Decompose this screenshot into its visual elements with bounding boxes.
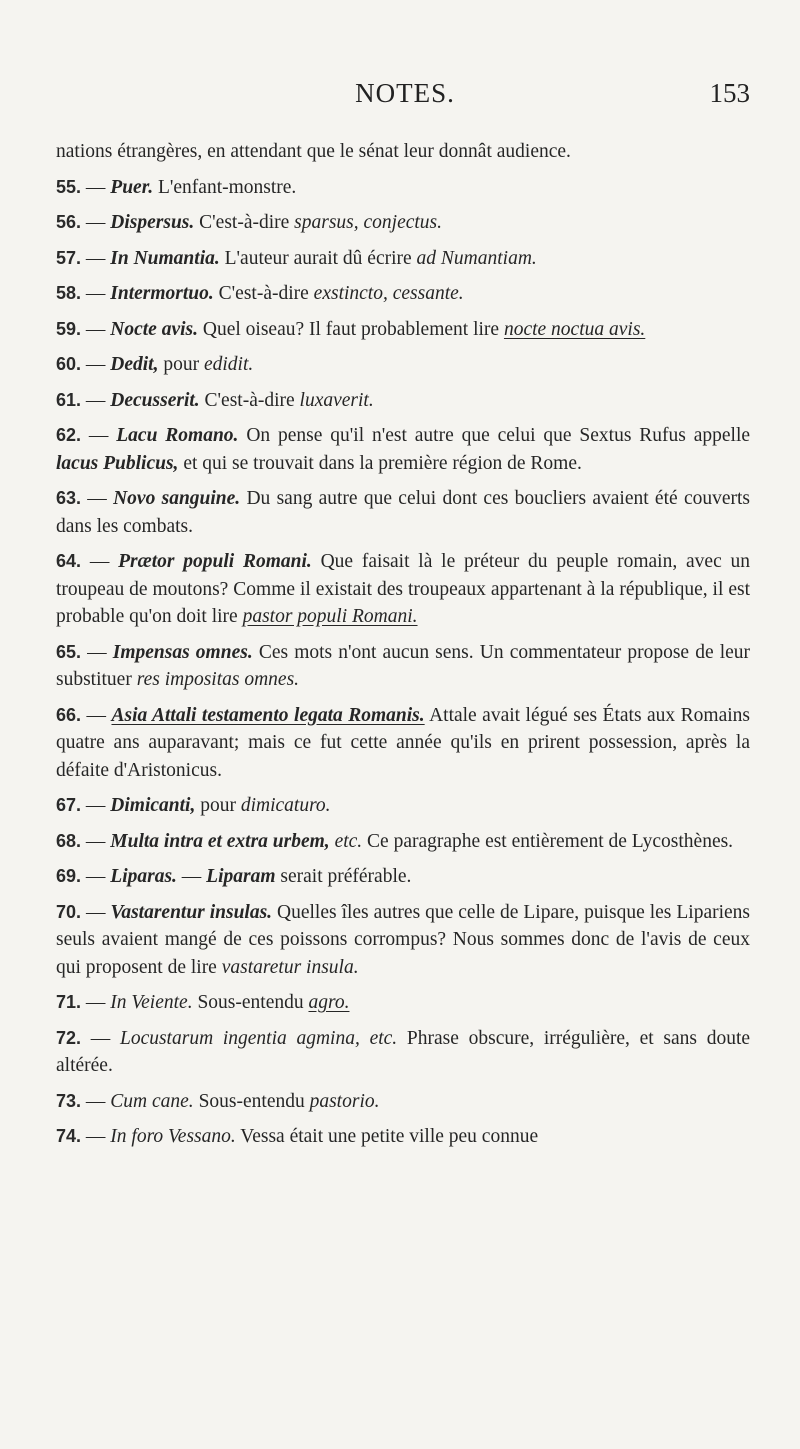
note-number: 68. (56, 830, 82, 851)
note-gloss: pour (163, 354, 200, 375)
note-lemma: Nocte avis. (110, 318, 199, 340)
note-lemma: Locustarum ingentia agmina, (119, 1027, 360, 1049)
note-69: 69. — Liparas. — Liparam serait préférable. (56, 866, 412, 887)
notes-body (56, 138, 750, 1159)
note-number: 71. (56, 992, 82, 1012)
note-59: 59. — Nocte avis. Quel oiseau? Il faut probablement lire nocte noctua avis. (56, 318, 646, 340)
note-gloss: Du sang autre que celui dont ces boucliers avaient été couverts dans les combats. (56, 488, 751, 537)
note-lemma: Puer. (110, 176, 154, 198)
note-56: 56. — Dispersus. C'est-à-dire sparsus, conjectus. (56, 212, 443, 233)
note-gloss: Attale avait légué ses États aux Romains quatre ans auparavant; mais ce fut cette année qu'ils en prirent possession, après la défaite d'Aristonicus. (56, 704, 750, 781)
note-63: 63. — Novo sanguine. Du sang autre que celui dont ces boucliers avaient été couverts dans les combats. (56, 488, 751, 537)
note-64: 64. — Prætor populi Romani. Que faisait là le préteur du peuple romain, avec un troupeau de moutons? Comme il existait des troupeaux appartenant à la république, il est probable qu'on doit lire pastor populi Romani. (56, 551, 751, 627)
note-58: 58. — Intermortuo. C'est-à-dire exstincto, cessante. (56, 283, 464, 304)
note-reading: lacus Publicus, (56, 452, 179, 474)
note-gloss: Sous-entendu (198, 1090, 305, 1112)
note-number: 65. (56, 641, 82, 662)
note-number: 55. (56, 176, 82, 197)
note-gloss: Ces mots n'ont aucun sens. Un commentateur propose de leur substituer (56, 641, 751, 690)
note-gloss: C'est-à-dire (204, 389, 295, 411)
note-etc: etc. (334, 830, 363, 852)
note-gloss: C'est-à-dire (199, 212, 290, 233)
note-number: 63. (56, 488, 82, 508)
note-62: 62. — Lacu Romano. On pense qu'il n'est autre que celui que Sextus Rufus appelle lacus Publicus, et qui se trouvait dans la première région de Rome. (56, 425, 751, 474)
note-number: 57. (56, 247, 82, 268)
note-67: 67. — Dimicanti, pour dimicaturo. (56, 795, 331, 816)
note-71: 71. — In Veiente. Sous-entendu agro. (56, 992, 350, 1013)
note-number: 73. (56, 1090, 82, 1111)
note-72: 72. — Locustarum ingentia agmina, etc. Phrase obscure, irrégulière, et sans doute altérée. (56, 1027, 751, 1076)
note-lemma: Novo sanguine. (113, 488, 241, 509)
note-number: 62. (56, 425, 82, 445)
note-lemma: Asia Attali testamento legata Romanis. (111, 704, 425, 726)
continuation-paragraph: nations étrangères, en attendant que le sénat leur donnât audience. (56, 141, 571, 162)
note-number: 67. (56, 795, 82, 815)
running-title: NOTES. (355, 78, 455, 108)
note-number: 72. (56, 1027, 82, 1048)
note-73: 73. — Cum cane. Sous-entendu pastorio. (56, 1090, 380, 1112)
note-lemma: Liparas. (110, 866, 177, 887)
note-66: 66. — Asia Attali testamento legata Romanis. Attale avait légué ses États aux Romains quatre ans auparavant; mais ce fut cette année qu'ils en prirent possession, après la défaite d'Aristonicus. (56, 704, 750, 781)
note-number: 74. (56, 1126, 82, 1146)
note-gloss: Quelles îles autres que celle de Lipare, puisque les Lipariens seuls avaient mangé de ces poissons corrompus? Nous sommes donc de l'avis de ceux qui proposent de lire (56, 901, 751, 978)
note-61: 61. — Decusserit. C'est-à-dire luxaverit. (56, 389, 374, 411)
note-reading: pastorio. (309, 1090, 380, 1112)
note-gloss: Que faisait là le préteur du peuple romain, avec un troupeau de moutons? Comme il existait des troupeaux appartenant à la république, il est probable qu'on doit lire (56, 551, 751, 627)
note-reading: Liparam (206, 866, 276, 887)
note-number: 70. (56, 901, 82, 922)
note-reading: dimicaturo. (240, 795, 331, 816)
note-lemma: In Veiente. (110, 992, 193, 1013)
note-etc: etc. (369, 1027, 398, 1049)
note-number: 59. (56, 318, 82, 339)
note-reading: edidit. (203, 354, 254, 375)
note-gloss: C'est-à-dire (218, 283, 309, 304)
note-gloss-tail: serait préférable. (280, 866, 412, 887)
note-lemma: Dedit, (110, 354, 159, 375)
running-header (60, 78, 750, 118)
note-gloss: Quel oiseau? Il faut probablement lire (202, 318, 500, 340)
note-gloss: L'auteur aurait dû écrire (224, 247, 412, 269)
note-number: 56. (56, 212, 82, 232)
note-lemma: Decusserit. (110, 389, 200, 411)
note-reading: agro. (308, 992, 350, 1013)
note-gloss: L'enfant-monstre. (157, 176, 297, 198)
note-gloss: Ce paragraphe est entièrement de Lycosthènes. (367, 830, 734, 852)
note-70: 70. — Vastarentur insulas. Quelles îles autres que celle de Lipare, puisque les Lipariens seuls avaient mangé de ces poissons corrompus? Nous sommes donc de l'avis de ceux qui proposent de lire vastaretur insula. (56, 901, 751, 978)
note-number: 66. (56, 704, 82, 725)
note-lemma: Multa intra et extra urbem, (110, 830, 330, 852)
note-reading: res impositas omnes. (136, 669, 300, 690)
note-reading: sparsus, conjectus. (294, 212, 443, 233)
note-number: 69. (56, 866, 82, 886)
note-dash: — (181, 866, 202, 887)
note-lemma: In Numantia. (110, 247, 220, 269)
note-65: 65. — Impensas omnes. Ces mots n'ont aucun sens. Un commentateur propose de leur substituer res impositas omnes. (56, 641, 751, 690)
note-reading: exstincto, cessante. (313, 283, 464, 304)
note-reading: pastor populi Romani. (242, 606, 418, 627)
note-gloss: On pense qu'il n'est autre que celui que Sextus Rufus appelle (246, 425, 751, 446)
note-number: 58. (56, 283, 82, 303)
note-reading: nocte noctua avis. (503, 318, 646, 340)
note-60: 60. — Dedit, pour edidit. (56, 354, 254, 375)
note-gloss-tail: et qui se trouvait dans la première région de Rome. (183, 452, 582, 474)
note-57: 57. — In Numantia. L'auteur aurait dû écrire ad Numantiam. (56, 247, 537, 269)
note-reading: luxaverit. (299, 389, 374, 411)
note-number: 61. (56, 389, 82, 410)
note-gloss: pour (200, 795, 236, 816)
note-lemma: Vastarentur insulas. (110, 901, 273, 923)
note-reading: ad Numantiam. (416, 247, 537, 269)
note-lemma: Impensas omnes. (112, 641, 253, 663)
note-lemma: Lacu Romano. (116, 425, 239, 446)
note-lemma: Prætor populi Romani. (118, 551, 312, 572)
note-gloss: Vessa était une petite ville peu connue (240, 1126, 539, 1147)
note-reading: vastaretur insula. (221, 956, 359, 978)
note-55: 55. — Puer. L'enfant-monstre. (56, 176, 297, 198)
note-lemma: Dispersus. (110, 212, 195, 233)
note-gloss: Sous-entendu (197, 992, 304, 1013)
note-74: 74. — In foro Vessano. Vessa était une petite ville peu connue (56, 1126, 539, 1147)
note-lemma: Cum cane. (110, 1090, 194, 1112)
note-number: 60. (56, 354, 82, 374)
note-lemma: In foro Vessano. (110, 1126, 236, 1147)
note-68: 68. — Multa intra et extra urbem, etc. Ce paragraphe est entièrement de Lycosthènes. (56, 830, 734, 852)
note-number: 64. (56, 551, 82, 571)
page-number: 153 (709, 78, 750, 108)
note-gloss: Phrase obscure, irrégulière, et sans doute altérée. (56, 1027, 751, 1076)
note-lemma: Intermortuo. (110, 283, 214, 304)
note-lemma: Dimicanti, (110, 795, 196, 816)
